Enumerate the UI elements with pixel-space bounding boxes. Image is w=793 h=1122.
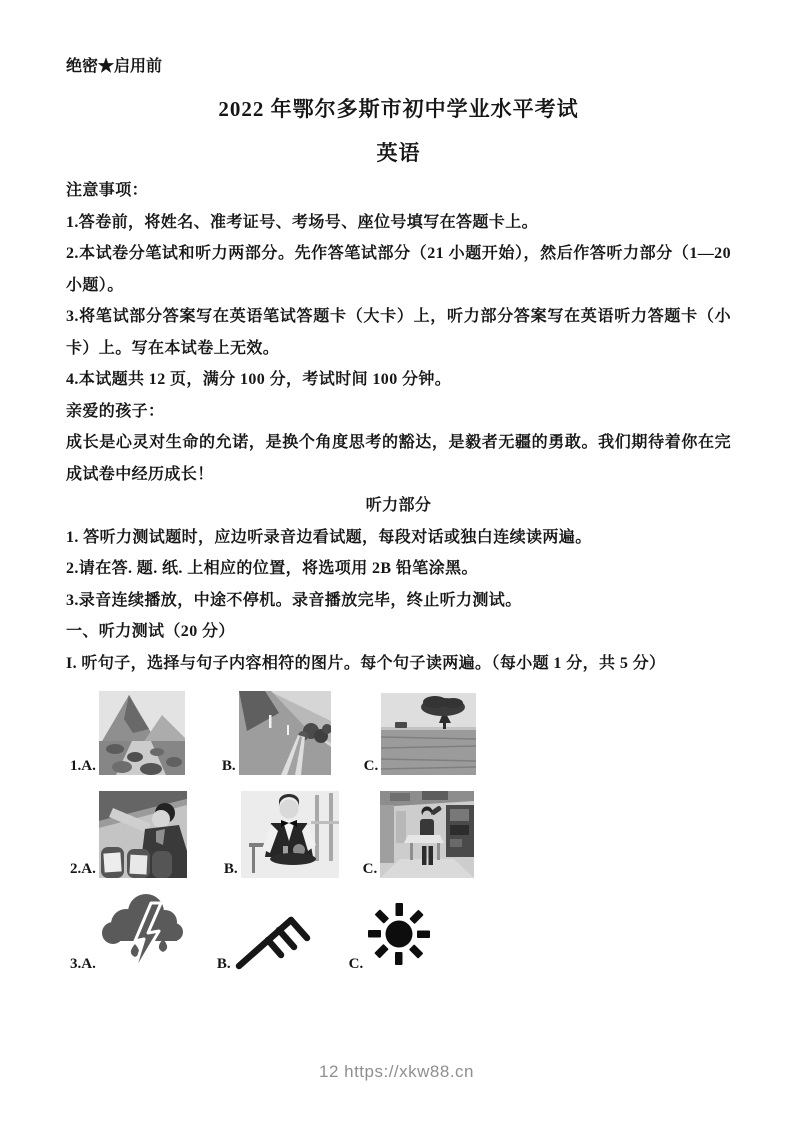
cabin-interior-worker-photo	[380, 791, 474, 878]
page-footer-watermark: 12 https://xkw88.cn	[318, 1062, 475, 1081]
listening-instruction-2: 2.请在答. 题. 纸. 上相应的位置，将选项用 2B 铅笔涂黑。	[66, 560, 478, 577]
q2-option-c	[363, 791, 475, 878]
hillside-path-photo	[239, 691, 331, 775]
notice-item-4: 4.本试题共 12 页，满分 100 分，考试时间 100 分钟。	[66, 371, 452, 388]
notice-heading: 注意事项：	[66, 182, 149, 199]
message-salutation: 亲爱的孩子：	[66, 402, 165, 420]
question-3-options	[66, 891, 731, 985]
task1-title: I. 听句子，选择与句子内容相符的图片。每个句子读两遍。（每小题 1 分，共 5 分）	[66, 654, 666, 672]
listening-part-heading: 听力部分	[365, 497, 432, 514]
sun-icon	[366, 898, 432, 970]
grassland-tree-photo	[381, 693, 476, 775]
option-label: 1.A.	[70, 758, 96, 774]
mountain-stream-photo	[99, 691, 185, 775]
question-1-options	[66, 691, 731, 775]
listening-instruction-3: 3.录音连续播放，中途不停机。录音播放完毕，终止听力测试。	[66, 591, 522, 609]
option-label: C.	[363, 758, 379, 774]
option-label: C.	[348, 956, 364, 972]
listening-instruction-1: 1. 答听力测试题时，应边听录音边看试题，每段对话或独白连续读两遍。	[66, 528, 592, 546]
option-label: C.	[362, 861, 378, 877]
notice-item-3: 3.将笔试部分答案写在英语笔试答题卡（大卡）上，听力部分答案写在英语听力答题卡（小卡）上。写在本试卷上无效。	[66, 308, 731, 357]
classification-banner: 绝密★启用前	[66, 58, 163, 75]
message-body: 成长是心灵对生命的允诺，是换个角度思考的豁达，是毅者无疆的勇敢。我们期待着你在完成试卷中经历成长！	[66, 434, 731, 483]
option-label: 2.A.	[70, 861, 96, 877]
page-title: 2022 年鄂尔多斯市初中学业水平考试	[218, 97, 579, 121]
q3-option-c	[349, 898, 433, 985]
q3-option-b	[217, 903, 314, 985]
option-label: B.	[221, 758, 236, 774]
waiter-photo	[241, 791, 339, 878]
option-label: B.	[216, 956, 231, 972]
option-label: 3.A.	[70, 956, 96, 972]
thunderstorm-icon	[99, 891, 187, 985]
question-2-options	[66, 791, 731, 878]
notice-section	[66, 175, 731, 679]
subject-title: 英语	[376, 141, 421, 165]
notice-item-2: 2.本试卷分笔试和听力两部分。先作答笔试部分（21 小题开始），然后作答听力部分（1—20 小题）。	[66, 245, 731, 294]
wind-symbol-icon	[234, 903, 314, 971]
q2-option-b	[224, 791, 339, 878]
notice-item-1: 1.答卷前，将姓名、准考证号、考场号、座位号填写在答题卡上。	[66, 213, 539, 231]
q1-option-b	[222, 691, 331, 775]
q1-option-a	[70, 691, 185, 775]
flight-attendant-photo	[99, 791, 187, 878]
q1-option-c	[364, 693, 477, 775]
option-label: B.	[223, 861, 238, 877]
q2-option-a	[70, 791, 187, 878]
listening-section-title: 一、听力测试（20 分）	[66, 623, 235, 640]
q3-option-a	[70, 891, 187, 985]
